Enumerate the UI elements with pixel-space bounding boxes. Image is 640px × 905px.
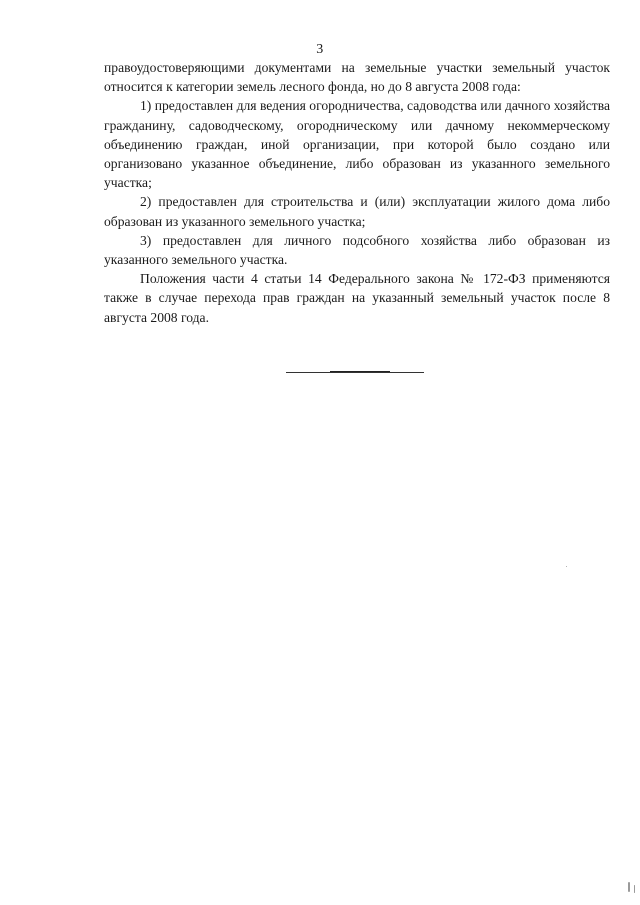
scan-speck xyxy=(628,882,630,892)
paragraph-continuation: правоудостоверяющими документами на земельные участки земельный участок относится к категории земель лесного фонда, но до 8 августа 2008 года: xyxy=(104,60,610,95)
closing-rule xyxy=(286,372,424,373)
paragraph-provisions: Положения части 4 статьи 14 Федерального закона № 172-ФЗ применяются также в случае перехода прав граждан на указанный земельный участок после 8 августа 2008 года. xyxy=(104,271,610,325)
document-body xyxy=(104,58,610,327)
scan-speck xyxy=(634,885,635,893)
scan-speck xyxy=(566,566,567,567)
page-number: 3 xyxy=(316,42,324,57)
closing-rule-center xyxy=(330,371,390,372)
list-item-3: 3) предоставлен для личного подсобного хозяйства либо образован из указанного земельного участка. xyxy=(104,232,610,268)
list-item-2: 2) предоставлен для строительства и (или) эксплуатации жилого дома либо образован из указанного земельного участка; xyxy=(104,194,610,229)
list-item-1: 1) предоставлен для ведения огородничества, садоводства или дачного хозяйства гражданину, садоводческому, огородническому или дачному некоммерческому объединению граждан, иной организации, при которой было создано или организовано указанное объединение, либо образован из указанного земельного участка; xyxy=(104,98,610,191)
